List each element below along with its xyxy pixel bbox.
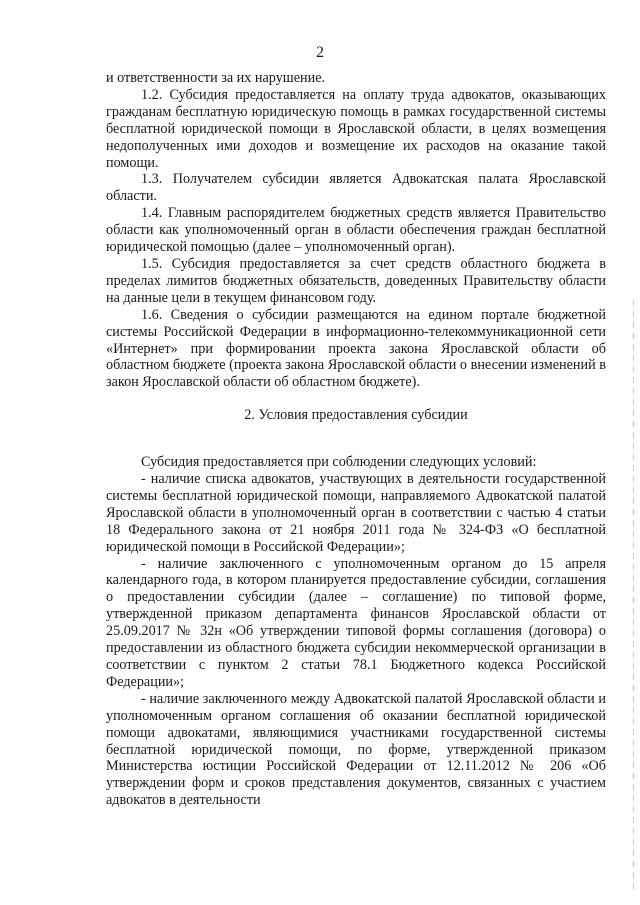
list-item: - наличие списка адвокатов, участвующих в деятельности государственной системы бесплатной юридической помощи, направляемого Адвокатской палатой Ярославской области в уполномоченный орган в соответствии с частью 4 статьи 18 Федерального закона от 21 ноября 2011 года № 324-ФЗ «О бесплатной юридической помощи в Российской Федерации»;	[106, 471, 606, 555]
list-item: - наличие заключенного с уполномоченным органом до 15 апреля календарного года, в котором планируется предоставление субсидии, соглашения о предоставлении субсидии (далее – соглашение) по типовой форме, утвержденной приказом департамента финансов Ярославской области от 25.09.2017 № 32н «Об утверждении типовой формы соглашения (договора) о предоставлении из областного бюджета субсидии некоммерческой организации в соответствии с пунктом 2 статьи 78.1 Бюджетного кодекса Российской Федерации»;	[106, 555, 606, 690]
paragraph: 1.3. Получателем субсидии является Адвокатская палата Ярославской области.	[106, 171, 606, 205]
paragraph: Субсидия предоставляется при соблюдении следующих условий:	[141, 454, 537, 471]
paragraph: 1.6. Сведения о субсидии размещаются на едином портале бюджетной системы Российской Федерации в информационно-телекоммуникационной сети «Интернет» при формировании проекта закона Ярославской области об областном бюджете (проекта закона Ярославской области о внесении изменений в закон Ярославской области об областном бюджете).	[106, 306, 606, 391]
document-body	[106, 70, 606, 809]
page-number: 2	[316, 44, 324, 61]
paragraph: 1.5. Субсидия предоставляется за счет средств областного бюджета в пределах лимитов бюджетных обязательств, доведенных Правительству области на данные цели в текущем финансовом году.	[106, 255, 606, 306]
paragraph: 1.2. Субсидия предоставляется на оплату труда адвокатов, оказывающих гражданам бесплатную юридическую помощь в рамках государственной системы бесплатной юридической помощи в Ярославской области, в целях возмещения недополученных ими доходов и возмещение их расходов на оказание такой помощи.	[106, 86, 606, 171]
list-item: - наличие заключенного между Адвокатской палатой Ярославской области и уполномоченным органом соглашения об оказании бесплатной юридической помощи адвокатами, являющимися участниками государственной системы бесплатной юридической помощи, по форме, утвержденной приказом Министерства юстиции Российской Федерации от 12.11.2012 № 206 «Об утверждении форм и сроков представления документов, связанных с участием адвокатов в деятельности	[106, 690, 606, 809]
section-heading: 2. Условия предоставления субсидии	[244, 407, 468, 424]
scan-edge-mark	[633, 300, 634, 890]
paragraph: 1.4. Главным распорядителем бюджетных средств является Правительство области как уполномоченный орган в области обеспечения граждан бесплатной юридической помощью (далее – уполномоченный орган).	[106, 205, 606, 256]
paragraph: и ответственности за их нарушение.	[106, 70, 326, 86]
